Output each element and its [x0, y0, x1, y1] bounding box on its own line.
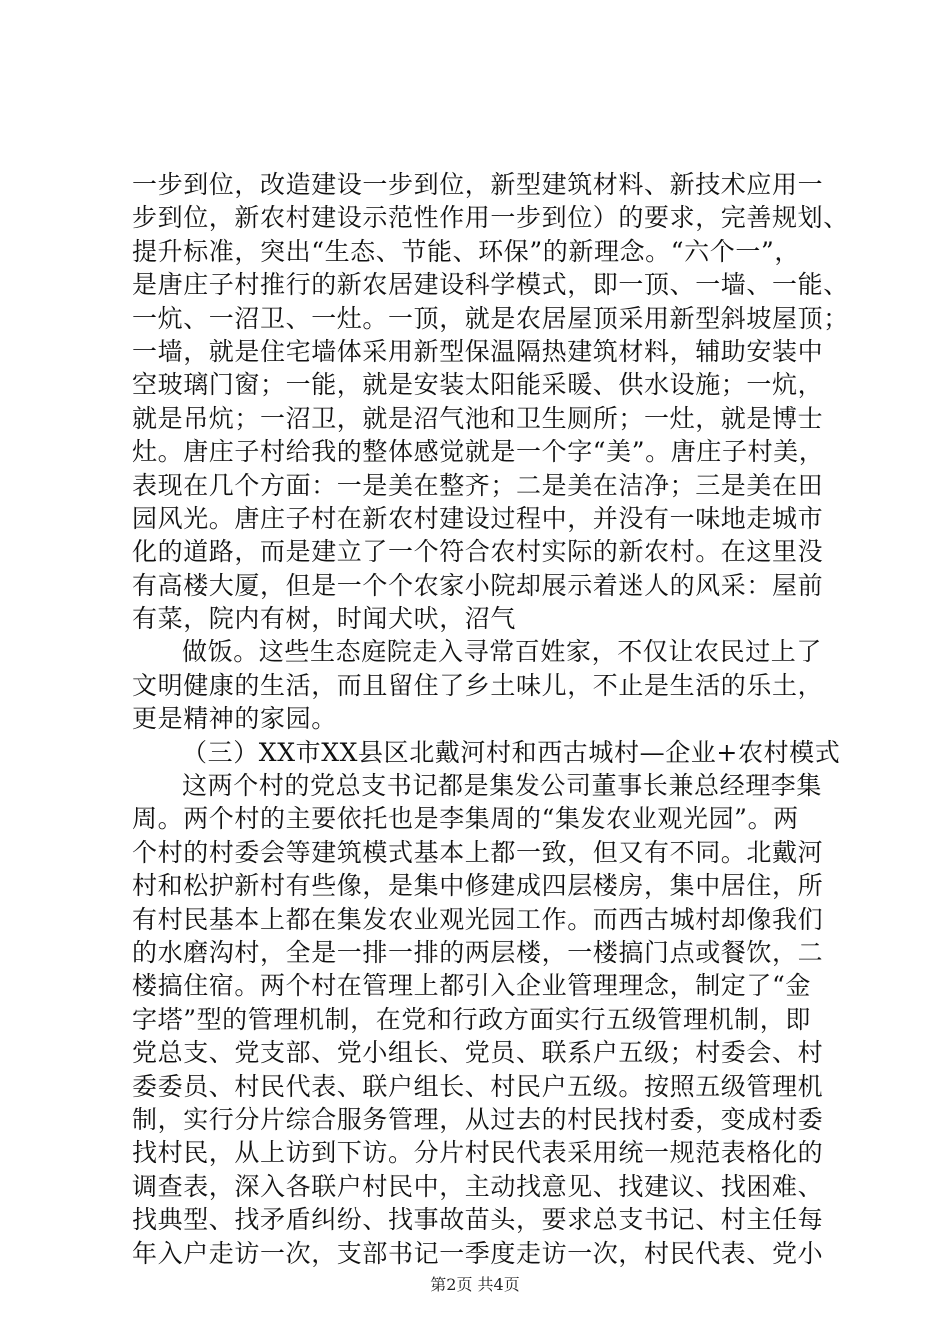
text-line: 步到位，新农村建设示范性作用一步到位）的要求，完善规划、	[132, 203, 849, 233]
text-line: 周。两个村的主要依托也是李集周的“集发农业观光园”。两	[132, 804, 799, 834]
text-line: 有菜，院内有树，时闻犬吠，沼气	[132, 604, 517, 634]
text-line: 有高楼大厦，但是一个个农家小院却展示着迷人的风采：屋前	[132, 570, 824, 600]
text-line: 楼搞住宿。两个村在管理上都引入企业管理理念，制定了“金	[132, 971, 811, 1001]
text-line: 一步到位，改造建设一步到位，新型建筑材料、新技术应用一	[132, 170, 824, 199]
text-line: 表现在几个方面：一是美在整齐；二是美在洁净；三是美在田	[132, 470, 824, 500]
text-line: 化的道路，而是建立了一个符合农村实际的新农村。在这里没	[132, 537, 824, 567]
text-line: 一炕、一沼卫、一灶。一顶，就是农居屋顶采用新型斜坡屋顶；	[132, 303, 849, 333]
text-line: 调查表，深入各联户村民中，主动找意见、找建议、找困难、	[132, 1171, 824, 1201]
text-line: 是唐庄子村推行的新农居建设科学模式，即一顶、一墙、一能、	[132, 270, 849, 300]
text-line: 提升标准，突出“生态、节能、环保”的新理念。“六个一”，	[132, 236, 800, 266]
text-line: 的水磨沟村，全是一排一排的两层楼，一楼搞门点或餐饮，二	[132, 937, 824, 967]
body-text	[132, 168, 849, 1270]
text-line: 做饭。这些生态庭院走入寻常百姓家，不仅让农民过上了	[182, 637, 823, 667]
text-line: 年入户走访一次，支部书记一季度走访一次，村民代表、党小	[132, 1238, 824, 1268]
text-line: 一墙，就是住宅墙体采用新型保温隔热建筑材料，辅助安装中	[132, 336, 824, 366]
text-line: 空玻璃门窗；一能，就是安装太阳能采暖、供水设施；一炕，	[132, 370, 824, 400]
text-line: 委委员、村民代表、联户组长、村民户五级。按照五级管理机	[132, 1071, 824, 1101]
page-footer: 第2页 共4页	[430, 1275, 520, 1294]
text-line: 找典型、找矛盾纠纷、找事故苗头，要求总支书记、村主任每	[132, 1205, 824, 1235]
text-line: 园风光。唐庄子村在新农村建设过程中，并没有一味地走城市	[132, 503, 824, 533]
text-line: 就是吊炕；一沼卫，就是沼气池和卫生厕所；一灶，就是博士	[132, 403, 824, 433]
text-line: 字塔”型的管理机制，在党和行政方面实行五级管理机制，即	[132, 1004, 811, 1034]
text-line: 有村民基本上都在集发农业观光园工作。而西古城村却像我们	[132, 904, 824, 934]
text-line: 灶。唐庄子村给我的整体感觉就是一个字“美”。唐庄子村美，	[132, 437, 825, 467]
text-line: 这两个村的党总支书记都是集发公司董事长兼总经理李集	[182, 771, 823, 801]
text-line: 找村民，从上访到下访。分片村民代表采用统一规范表格化的	[132, 1138, 824, 1168]
text-line: 党总支、党支部、党小组长、党员、联系户五级；村委会、村	[132, 1038, 824, 1068]
section-heading: （三）XX市XX县区北戴河村和西古城村—企业+农村模式	[182, 737, 841, 767]
text-line: 文明健康的生活，而且留住了乡土味儿，不止是生活的乐土，	[132, 670, 824, 700]
text-line: 村和松护新村有些像，是集中修建成四层楼房，集中居住，所	[132, 871, 824, 901]
text-line: 制，实行分片综合服务管理，从过去的村民找村委，变成村委	[132, 1104, 824, 1134]
text-line: 更是精神的家园。	[132, 704, 337, 734]
text-line: 个村的村委会等建筑模式基本上都一致，但又有不同。北戴河	[132, 837, 824, 867]
